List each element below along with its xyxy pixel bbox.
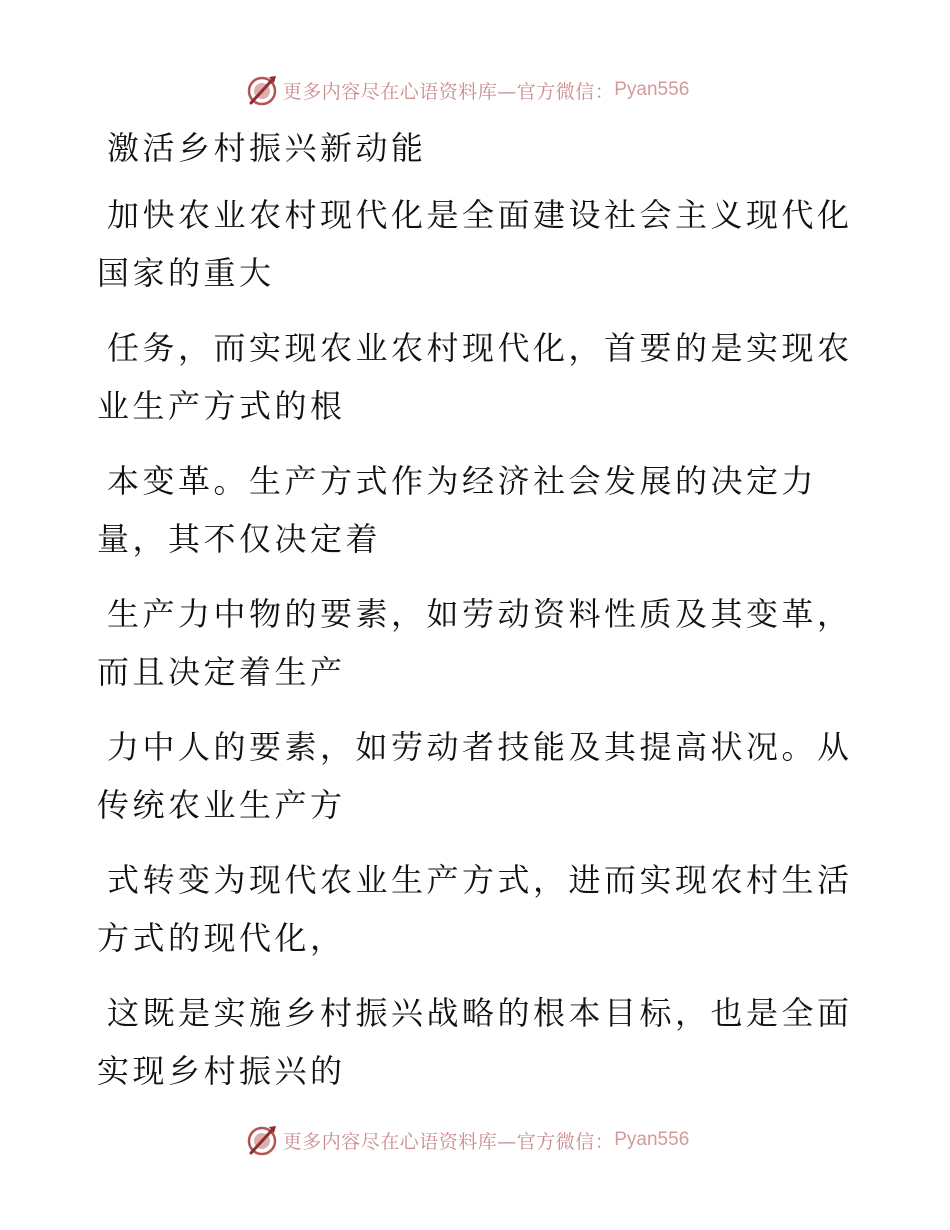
header-banner-content <box>245 73 690 107</box>
document-body <box>97 120 853 1117</box>
header-banner <box>0 70 950 110</box>
paragraph <box>97 851 853 967</box>
paragraph <box>97 718 853 834</box>
paragraph-line: 任务，而实现农业农村现代化，首要的是实现农 <box>107 329 853 367</box>
paragraph <box>97 319 853 435</box>
paragraph <box>97 186 853 302</box>
banner-wechat-id: Pyan556 <box>614 1129 690 1150</box>
footer-banner <box>0 1120 950 1160</box>
banner-wechat-id: Pyan556 <box>614 79 690 100</box>
paragraph-line: 式转变为现代农业生产方式，进而实现农村生活 <box>107 861 853 899</box>
pen-seal-icon <box>245 1123 279 1157</box>
paragraph <box>97 585 853 701</box>
paragraph-line: 实现乡村振兴的 <box>97 1052 346 1090</box>
paragraph-line: 本变革。生产方式作为经济社会发展的决定力 <box>107 462 818 500</box>
paragraph-line: 而且决定着生产 <box>97 653 346 691</box>
paragraph-line: 传统农业生产方 <box>97 786 346 824</box>
paragraph-line: 国家的重大 <box>97 254 275 292</box>
footer-banner-content <box>245 1123 690 1157</box>
paragraph-line: 生产力中物的要素，如劳动资料性质及其变革， <box>107 595 853 633</box>
paragraph-line: 力中人的要素，如劳动者技能及其提高状况。从 <box>107 728 853 766</box>
paragraph <box>97 452 837 568</box>
banner-text: 更多内容尽在心语资料库—官方微信： <box>282 1130 615 1153</box>
banner-text: 更多内容尽在心语资料库—官方微信： <box>282 80 615 103</box>
pen-seal-icon <box>245 73 279 107</box>
paragraph <box>97 984 853 1100</box>
paragraph-line: 业生产方式的根 <box>97 387 346 425</box>
document-heading: 激活乡村振兴新动能 <box>107 129 427 167</box>
paragraph-line: 量，其不仅决定着 <box>97 520 382 558</box>
paragraph-line: 这既是实施乡村振兴战略的根本目标，也是全面 <box>107 994 853 1032</box>
paragraph-line: 方式的现代化， <box>97 919 346 957</box>
paragraph-line: 加快农业农村现代化是全面建设社会主义现代化 <box>107 196 853 234</box>
